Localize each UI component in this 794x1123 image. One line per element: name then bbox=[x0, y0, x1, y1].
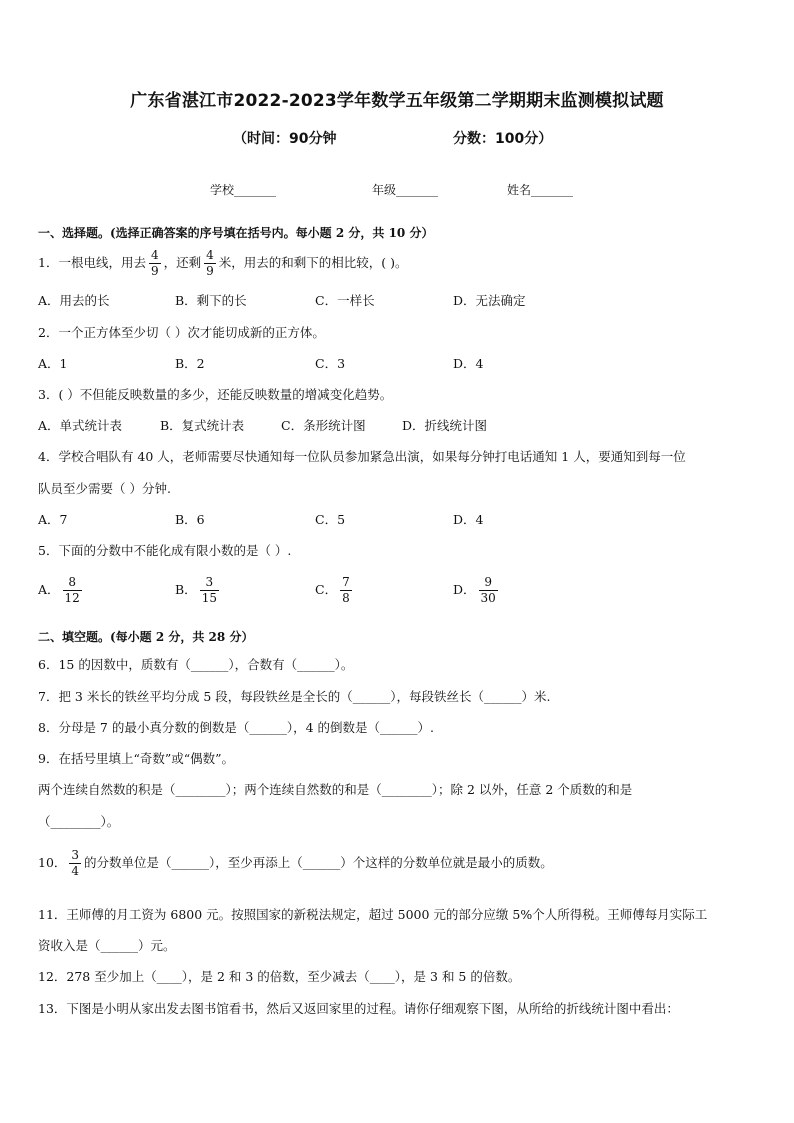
question-9-head: 9．在括号里填上“奇数”或“偶数”。 bbox=[38, 751, 235, 766]
fraction-numerator: 3 bbox=[205, 575, 214, 589]
exam-score: 分数：100分） bbox=[453, 131, 553, 147]
question-11-line1: 11．王师傅的月工资为 6800 元。按照国家的新税法规定，超过 5000 元的部分应缴 5%个人所得税。王师傅每月实际工 bbox=[38, 907, 708, 922]
question-11-line2: 资收入是（______）元。 bbox=[38, 938, 176, 953]
question-10 bbox=[38, 848, 553, 879]
q3-option-c: C．条形统计图 bbox=[281, 418, 366, 433]
q4-option-c: C．5 bbox=[315, 512, 346, 527]
option-label: B． bbox=[175, 582, 197, 597]
section2-heading: 二、填空题。(每小题 2 分，共 28 分） bbox=[38, 630, 254, 644]
option-fraction bbox=[200, 575, 219, 606]
question-8: 8．分母是 7 的最小真分数的倒数是（______），4 的倒数是（______）. bbox=[38, 720, 435, 735]
question-4-line2: 队员至少需要（ ）分钟. bbox=[38, 481, 171, 496]
q3-option-d: D．折线统计图 bbox=[402, 418, 488, 433]
q1-option-a: A．用去的长 bbox=[38, 293, 110, 308]
option-label: D． bbox=[453, 582, 476, 597]
question-1 bbox=[38, 248, 408, 279]
q2-option-d: D．4 bbox=[453, 356, 484, 371]
q1-fraction-left bbox=[204, 248, 216, 279]
q1-pre: 1．一根电线，用去 bbox=[38, 255, 146, 270]
option-label: A． bbox=[38, 582, 60, 597]
question-7: 7．把 3 米长的铁丝平均分成 5 段，每段铁丝是全长的（______），每段铁丝长（______）米. bbox=[38, 689, 551, 704]
name-field: 姓名_______ bbox=[507, 183, 574, 197]
question-4-line1: 4．学校合唱队有 40 人，老师需要尽快通知每一位队员参加紧急出演，如果每分钟打电话通知 1 人，要通知到每一位 bbox=[38, 449, 686, 464]
question-12: 12．278 至少加上（____），是 2 和 3 的倍数，至少减去（____），是 3 和 5 的倍数。 bbox=[38, 969, 521, 984]
q5-option-a bbox=[38, 575, 85, 606]
q5-option-d bbox=[453, 575, 501, 606]
q1-option-d: D．无法确定 bbox=[453, 293, 526, 308]
option-fraction bbox=[63, 575, 82, 606]
fraction-denominator: 15 bbox=[201, 591, 217, 605]
fraction-denominator: 30 bbox=[480, 591, 496, 605]
q1-fraction-used bbox=[149, 248, 161, 279]
q1-option-c: C．一样长 bbox=[315, 293, 375, 308]
question-13: 13．下图是小明从家出发去图书馆看书，然后又返回家里的过程。请你仔细观察下图，从所给的折线统计图中看出： bbox=[38, 1001, 679, 1016]
q4-option-b: B．6 bbox=[175, 512, 205, 527]
fraction-denominator: 9 bbox=[150, 264, 159, 278]
option-fraction bbox=[479, 575, 498, 606]
section1-heading: 一、选择题。(选择正确答案的序号填在括号内。每小题 2 分，共 10 分） bbox=[38, 226, 434, 240]
fraction-numerator: 3 bbox=[71, 848, 80, 862]
question-5: 5．下面的分数中不能化成有限小数的是（ ）. bbox=[38, 543, 292, 558]
page-title: 广东省湛江市2022-2023学年数学五年级第二学期期末监测模拟试题 bbox=[130, 91, 664, 111]
fraction-denominator: 9 bbox=[206, 264, 214, 278]
exam-time: （时间：90分钟 bbox=[233, 131, 337, 147]
option-label: C． bbox=[315, 582, 338, 597]
q10-fraction bbox=[69, 848, 81, 879]
question-3: 3．( ）不但能反映数量的多少，还能反映数量的增减变化趋势。 bbox=[38, 387, 393, 402]
fraction-denominator: 8 bbox=[342, 591, 350, 605]
q3-option-a: A．单式统计表 bbox=[38, 418, 123, 433]
grade-field: 年级_______ bbox=[372, 183, 439, 197]
fraction-numerator: 8 bbox=[68, 575, 76, 589]
question-9-line2: （________）。 bbox=[38, 814, 120, 829]
school-field: 学校_______ bbox=[210, 183, 277, 197]
q5-option-c bbox=[315, 575, 355, 606]
q2-option-b: B．2 bbox=[175, 356, 205, 371]
q1-post: 米，用去的和剩下的相比较，( )。 bbox=[218, 255, 408, 270]
q3-option-b: B．复式统计表 bbox=[160, 418, 245, 433]
fraction-numerator: 9 bbox=[484, 575, 492, 589]
question-9-line1: 两个连续自然数的积是（________）；两个连续自然数的和是（________）；除 2 以外，任意 2 个质数的和是 bbox=[38, 782, 633, 797]
fraction-denominator: 4 bbox=[71, 864, 80, 878]
fraction-numerator: 4 bbox=[150, 248, 159, 262]
question-6: 6．15 的因数中，质数有（______），合数有（______）。 bbox=[38, 657, 354, 672]
option-fraction bbox=[340, 575, 352, 606]
q2-option-c: C．3 bbox=[315, 356, 346, 371]
q10-post: 的分数单位是（______），至少再添上（______）个这样的分数单位就是最小的质数。 bbox=[84, 855, 553, 870]
fraction-numerator: 4 bbox=[206, 248, 214, 262]
q5-option-b bbox=[175, 575, 222, 606]
q2-option-a: A．1 bbox=[38, 356, 68, 371]
q1-mid: ，还剩 bbox=[163, 255, 202, 270]
q10-pre: 10． bbox=[38, 855, 67, 870]
fraction-numerator: 7 bbox=[342, 575, 350, 589]
fraction-denominator: 12 bbox=[64, 591, 80, 605]
q4-option-d: D．4 bbox=[453, 512, 484, 527]
q4-option-a: A．7 bbox=[38, 512, 68, 527]
question-2: 2．一个正方体至少切（ ）次才能切成新的正方体。 bbox=[38, 325, 325, 340]
q1-option-b: B．剩下的长 bbox=[175, 293, 247, 308]
